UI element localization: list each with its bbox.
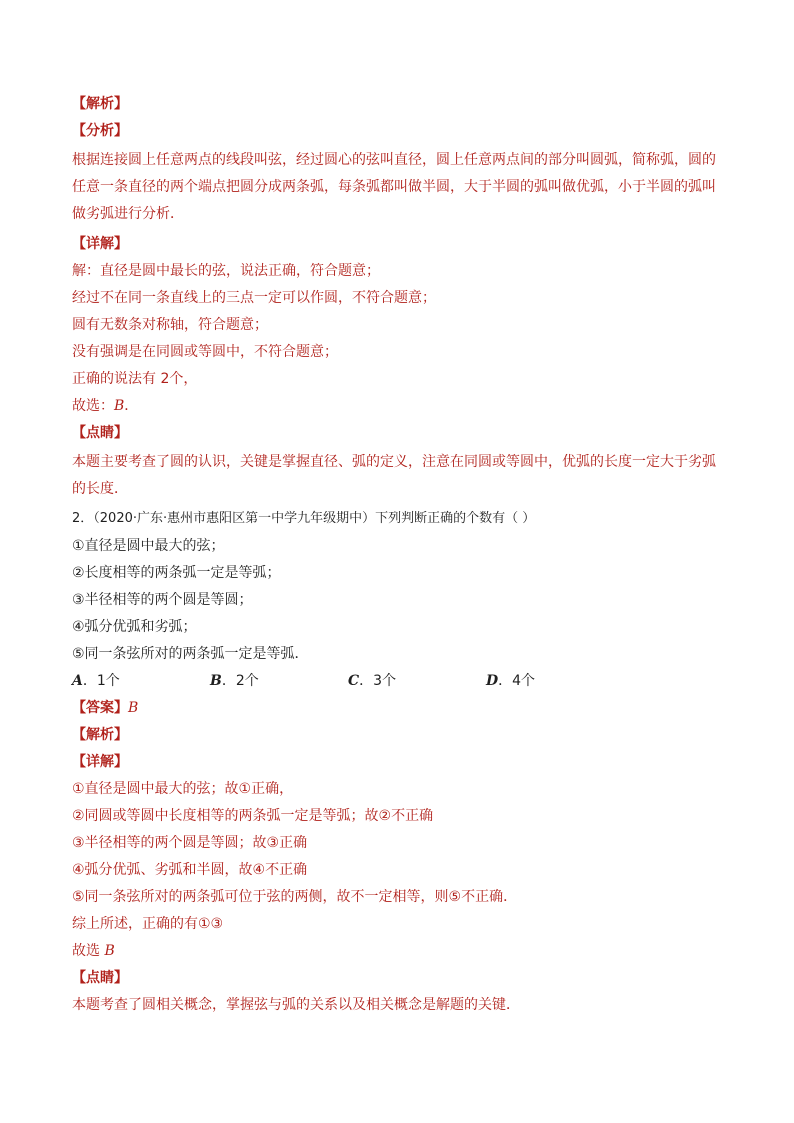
fenxi-line: 任意一条直径的两个端点把圆分成两条弧，每条弧都叫做半圆，大于半圆的弧叫做优弧，小于半圆的弧叫 (72, 179, 716, 195)
choose-line-2 (72, 940, 732, 962)
choose-value: B (114, 398, 125, 414)
answer-options (72, 670, 732, 692)
option-letter: D (486, 673, 499, 689)
answer-value: B (128, 700, 139, 716)
detail-line: ④弧分优弧、劣弧和半圆，故④不正确 (72, 862, 308, 878)
answer-tag: 【答案】 (72, 700, 128, 716)
dianjing-heading-2: 【点睛】 (72, 970, 128, 986)
option-letter: C (348, 673, 360, 689)
analysis-heading: 【解析】 (72, 96, 128, 112)
answer-line (72, 697, 732, 719)
option-text: ．4个 (498, 673, 536, 689)
question-2-stem: 2．（2020·广东·惠州市惠阳区第一中学九年级期中）下列判断正确的个数有（ ） (72, 511, 536, 526)
statement: ③半径相等的两个圆是等圆； (72, 592, 253, 608)
fenxi-heading: 【分析】 (72, 123, 128, 139)
fenxi-line: 根据连接圆上任意两点的线段叫弦，经过圆心的弦叫直径，圆上任意两点间的部分叫圆弧，简称弧，圆的 (72, 152, 716, 168)
dianjing-line: 的长度． (72, 481, 128, 497)
fenxi-line: 做劣弧进行分析． (72, 206, 184, 222)
count-suffix: 个， (169, 371, 198, 387)
option-d (486, 670, 624, 692)
analysis-heading-2: 【解析】 (72, 727, 128, 743)
statement: ①直径是圆中最大的弦； (72, 538, 225, 554)
option-text: ．3个 (359, 673, 397, 689)
dianjing-heading: 【点睛】 (72, 425, 128, 441)
summary-line (72, 913, 732, 935)
choose-prefix-2: 故选 (72, 943, 100, 959)
dianjing-line: 本题主要考查了圆的认识，关键是掌握直径、弧的定义，注意在同圆或等圆中，优弧的长度一定大于劣弧 (72, 454, 716, 470)
detail-line: ③半径相等的两个圆是等圆；故③正确 (72, 835, 308, 851)
choose-value-2: B (104, 943, 115, 959)
detail-line: ⑤同一条弦所对的两条弧可位于弦的两侧，故不一定相等，则⑤不正确． (72, 889, 518, 905)
choose-suffix: ． (124, 398, 139, 414)
count-prefix: 正确的说法有 (72, 371, 156, 387)
detail-line: ①直径是圆中最大的弦；故①正确， (72, 781, 294, 797)
summary-prefix: 综上所述，正确的有 (72, 916, 198, 932)
option-text: ．1个 (82, 673, 120, 689)
xiangjie-heading-2: 【详解】 (72, 754, 128, 770)
statement: ②长度相等的两条弧一定是等弧； (72, 565, 281, 581)
option-c (348, 670, 486, 692)
dianjing-line-2: 本题考查了圆相关概念，掌握弦与弧的关系以及相关概念是解题的关键． (72, 997, 520, 1013)
xiangjie-line: 圆有无数条对称轴，符合题意； (72, 317, 268, 333)
xiangjie-heading: 【详解】 (72, 236, 128, 252)
statement: ④弧分优弧和劣弧； (72, 619, 197, 635)
option-a (72, 670, 210, 692)
summary-value: ①③ (198, 916, 224, 932)
choose-line (72, 395, 732, 417)
xiangjie-line: 经过不在同一条直线上的三点一定可以作圆，不符合题意； (72, 290, 436, 306)
xiangjie-line: 没有强调是在同圆或等圆中，不符合题意； (72, 344, 338, 360)
choose-prefix: 故选： (72, 398, 114, 414)
option-letter: B (210, 673, 222, 689)
document-content (72, 93, 732, 1021)
dianjing-paragraph (72, 449, 732, 503)
correct-count-line (72, 368, 732, 390)
option-letter: A (72, 673, 83, 689)
xiangjie-line: 解：直径是圆中最长的弦，说法正确，符合题意； (72, 263, 380, 279)
fenxi-paragraph (72, 147, 732, 228)
detail-line: ②同圆或等圆中长度相等的两条弧一定是等弧；故②不正确 (72, 808, 434, 824)
statement: ⑤同一条弦所对的两条弧一定是等弧． (72, 646, 309, 662)
count-value: 2 (160, 371, 170, 387)
option-b (210, 670, 348, 692)
option-text: ．2个 (221, 673, 259, 689)
